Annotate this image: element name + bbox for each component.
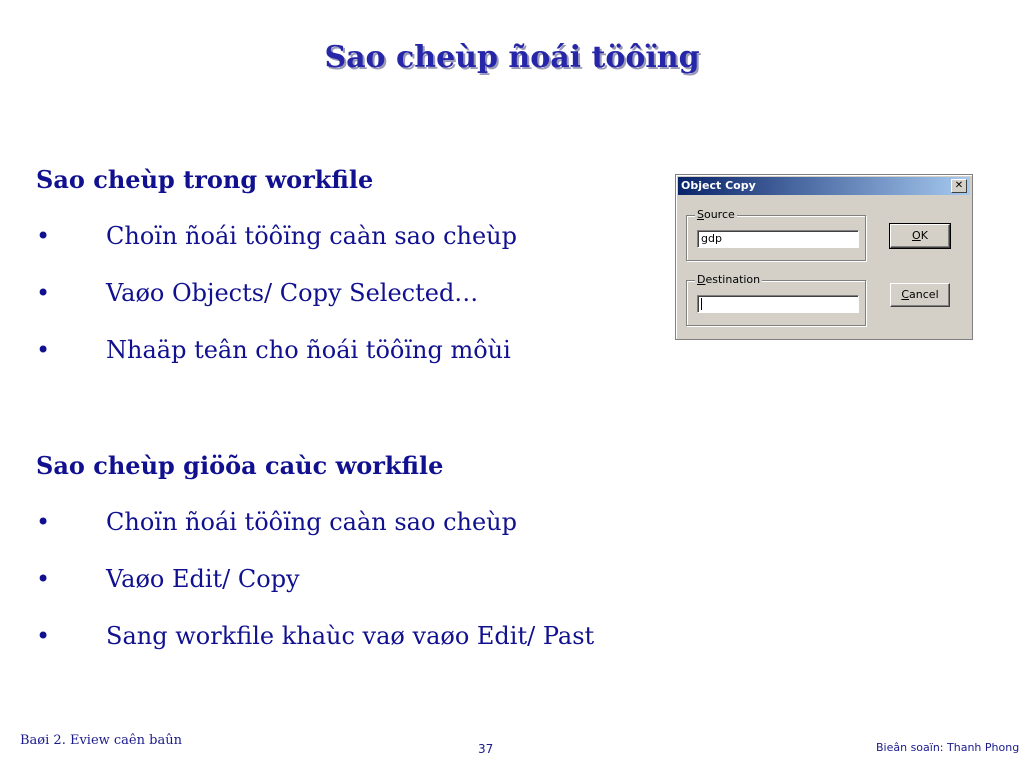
section-heading-copy-between-workfiles: Sao cheùp giöõa caùc workfile [36,451,444,480]
bullet-text: Sang workfile khaùc vaø vaøo Edit/ Past [106,622,595,650]
bullet-text: Vaøo Objects/ Copy Selected… [106,279,479,307]
source-label-accesskey: S [697,208,704,221]
bullet-glyph: • [36,622,51,650]
bullet-glyph: • [36,279,51,307]
ok-label: K [920,229,928,242]
bullet-glyph: • [36,222,51,250]
destination-label-text: estination [705,273,761,286]
cancel-button[interactable] [890,283,950,307]
destination-input[interactable] [697,295,859,313]
slide-title: Sao cheùp ñoái töôïng [324,40,700,75]
close-icon: ✕ [954,180,964,191]
close-button[interactable] [951,179,967,193]
bullet-text: Choïn ñoái töôïng caàn sao cheùp [106,508,517,536]
text-caret [701,298,702,310]
destination-label-accesskey: D [697,273,706,286]
bullet-glyph: • [36,336,51,364]
cancel-label: ancel [909,288,939,301]
destination-label [695,273,762,286]
source-label-text: ource [703,208,735,221]
source-label [695,208,737,221]
footer-author: Bieân soaïn: Thanh Phong [876,741,1020,754]
source-group [686,208,866,261]
page-number: 37 [478,742,494,756]
dialog-titlebar [678,177,970,195]
source-input[interactable] [697,230,859,248]
source-input-value: gdp [701,232,722,245]
footer-course-title: Baøi 2. Eview caên baûn [20,733,182,748]
destination-group [686,273,866,326]
dialog-title: Object Copy [681,179,756,192]
bullet-text: Vaøo Edit/ Copy [106,565,300,593]
object-copy-dialog [675,174,973,340]
section-heading-copy-within-workfile: Sao cheùp trong workfile [36,165,374,194]
bullet-glyph: • [36,565,51,593]
bullet-glyph: • [36,508,51,536]
cancel-accesskey: C [901,288,910,301]
bullet-text: Nhaäp teân cho ñoái töôïng môùi [106,336,511,364]
ok-button[interactable] [890,224,950,248]
bullet-text: Choïn ñoái töôïng caàn sao cheùp [106,222,517,250]
ok-accesskey: O [912,229,921,242]
